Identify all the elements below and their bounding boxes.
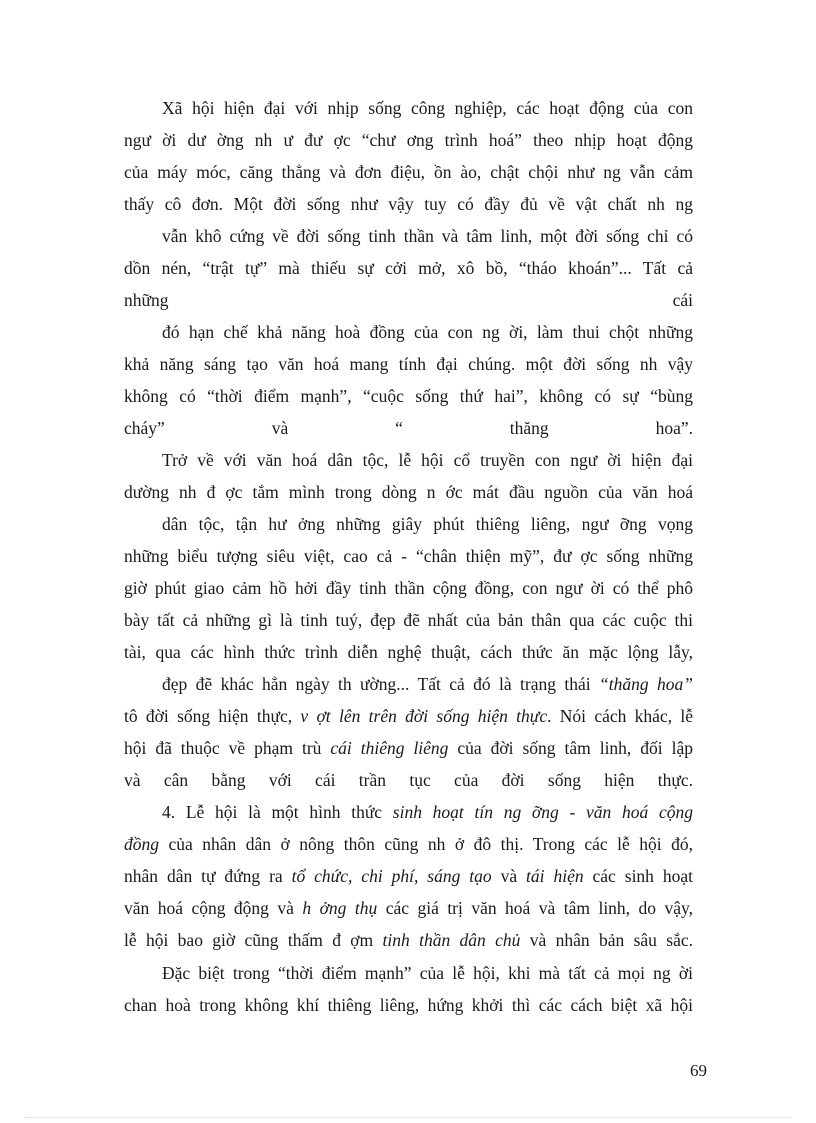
- text-segment: khả năng sáng tạo văn hoá mang tính đại chúng. một đời sống nh vậy: [124, 354, 693, 374]
- page-bottom-rule: [24, 1117, 792, 1118]
- text-segment: chan hoà trong không khí thiêng liêng, hứng khởi thì các cách biệt xã hội: [124, 995, 693, 1015]
- text-segment: và cân bằng với cái trần tục của đời sống hiện thực.: [124, 770, 693, 790]
- text-segment: ngư ời dư ờng nh ư đư ợc “chư ơng trình hoá” theo nhịp hoạt động: [124, 130, 693, 150]
- text-segment: . Nói cách khác, lễ: [547, 706, 693, 726]
- text-segment: Xã hội hiện đại với nhịp sống công nghiệp, các hoạt động của con: [162, 98, 693, 118]
- text-line: [162, 672, 693, 696]
- text-line: [124, 416, 693, 440]
- text-line: [124, 704, 693, 728]
- text-segment: nhân dân tự đứng ra: [124, 866, 292, 886]
- text-line: [124, 480, 693, 504]
- italic-text-segment: sinh hoạt tín ng ỡng - văn hoá cộng: [392, 802, 693, 822]
- italic-text-segment: “thăng hoa”: [599, 674, 693, 694]
- text-segment: dồn nén, “trật tự” mà thiếu sự cởi mở, xô bồ, “tháo khoán”... Tất cả: [124, 258, 693, 278]
- italic-text-segment: h ởng thụ: [302, 898, 378, 918]
- text-line: [162, 961, 693, 985]
- text-segment: đó hạn chế khả năng hoà đồng của con ng ời, làm thui chột những: [162, 322, 693, 342]
- italic-text-segment: cái thiêng liêng: [330, 738, 449, 758]
- text-line: [162, 96, 693, 120]
- text-line: [124, 736, 693, 760]
- text-line: [124, 640, 693, 664]
- text-line: [124, 608, 693, 632]
- text-segment: không có “thời điểm mạnh”, “cuộc sống thứ hai”, không có sự “bùng: [124, 386, 693, 406]
- text-line: [124, 993, 693, 1017]
- text-segment: của nhân dân ở nông thôn cũng nh ở đô thị. Trong các lễ hội đó,: [159, 834, 693, 854]
- text-line: [124, 256, 693, 280]
- text-segment: tài, qua các hình thức trình diễn nghệ thuật, cách thức ăn mặc lộng lẫy,: [124, 642, 693, 662]
- text-line: [124, 768, 693, 792]
- text-segment: Đặc biệt trong “thời điểm mạnh” của lễ hội, khi mà tất cả mọi ng ời: [162, 963, 693, 983]
- text-segment: các sinh hoạt: [583, 866, 693, 886]
- text-line: [124, 928, 693, 952]
- italic-text-segment: tổ chức, chi phí, sáng tạo: [291, 866, 492, 886]
- italic-text-segment: tinh thần dân chủ: [382, 930, 521, 950]
- text-segment: bày tất cả những gì là tinh tuý, đẹp đẽ nhất của bản thân qua các cuộc thi: [124, 610, 693, 630]
- italic-text-segment: tái hiện: [526, 866, 584, 886]
- text-segment: những cái: [124, 290, 693, 310]
- text-line: [124, 160, 693, 184]
- text-line: [124, 384, 693, 408]
- text-line: [162, 448, 693, 472]
- italic-text-segment: v ợt lên trên đời sống hiện thực: [300, 706, 548, 726]
- text-segment: dân tộc, tận hư ởng những giây phút thiêng liêng, ngư ỡng vọng: [162, 514, 693, 534]
- text-line: [124, 832, 693, 856]
- text-line: [124, 576, 693, 600]
- text-segment: vẫn khô cứng về đời sống tinh thần và tâm linh, một đời sống chỉ có: [162, 226, 693, 246]
- page-number: 69: [690, 1061, 707, 1080]
- text-segment: cháy” và “ thăng hoa”.: [124, 418, 693, 438]
- text-segment: hội đã thuộc về phạm trù: [124, 738, 331, 758]
- text-segment: văn hoá cộng động và: [124, 898, 303, 918]
- text-segment: của đời sống tâm linh, đối lập: [448, 738, 693, 758]
- text-segment: lễ hội bao giờ cũng thấm đ ợm: [124, 930, 383, 950]
- text-line: [124, 352, 693, 376]
- text-line: [162, 224, 693, 248]
- text-segment: các giá trị văn hoá và tâm linh, do vậy,: [377, 898, 693, 918]
- text-line: [124, 864, 693, 888]
- text-line: [124, 128, 693, 152]
- text-segment: của máy móc, căng thẳng và đơn điệu, ồn ào, chật chội như ng vẫn cảm: [124, 162, 693, 182]
- italic-text-segment: đồng: [124, 834, 159, 854]
- text-line: [124, 288, 693, 312]
- text-line: [124, 544, 693, 568]
- text-segment: giờ phút giao cảm hồ hởi đầy tinh thần cộng đồng, con ngư ời có thể phô: [124, 578, 693, 598]
- text-segment: và nhân bản sâu sắc.: [520, 930, 693, 950]
- text-line: [162, 512, 693, 536]
- text-segment: và: [491, 866, 527, 886]
- text-segment: những biểu tượng siêu việt, cao cả - “chân thiện mỹ”, đư ợc sống những: [124, 546, 693, 566]
- text-segment: 4. Lễ hội là một hình thức: [162, 802, 393, 822]
- text-line: [124, 896, 693, 920]
- text-segment: thấy cô đơn. Một đời sống như vậy tuy có đầy đủ về vật chất nh ng: [124, 194, 693, 214]
- text-line: [162, 320, 693, 344]
- text-line: [124, 192, 693, 216]
- text-segment: Trở về với văn hoá dân tộc, lễ hội cổ truyền con ngư ời hiện đại: [162, 450, 693, 470]
- text-segment: dường nh đ ợc tắm mình trong dòng n ớc mát đầu nguồn của văn hoá: [124, 482, 693, 502]
- text-line: [162, 800, 693, 824]
- text-segment: tô đời sống hiện thực,: [124, 706, 301, 726]
- text-segment: đẹp đẽ khác hẳn ngày th ường... Tất cả đó là trạng thái: [162, 674, 600, 694]
